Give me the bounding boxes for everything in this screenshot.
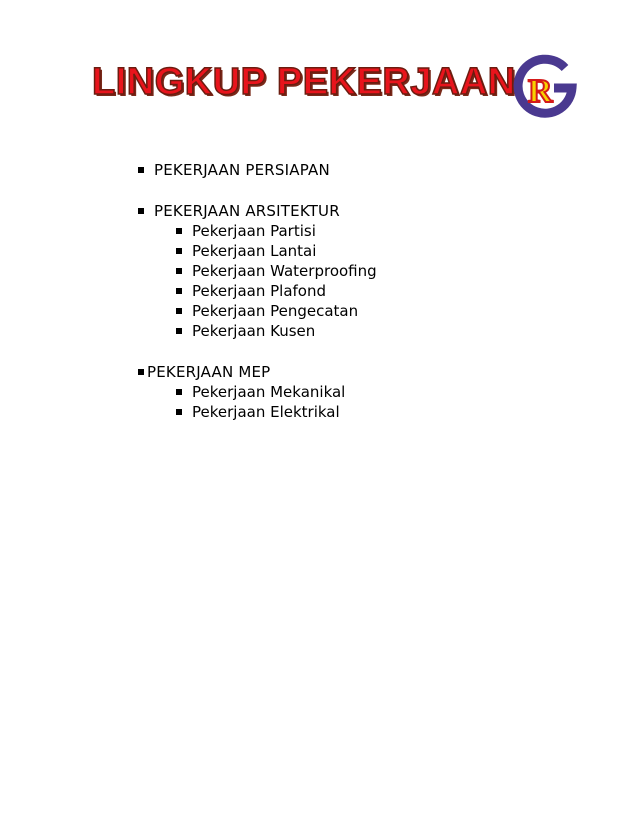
list-item [176,301,377,321]
list-item-label: Pekerjaan Plafond [192,282,327,300]
section-arsitektur [138,201,377,221]
square-bullet-icon [176,228,182,234]
page-title: LINGKUP PEKERJAAN [92,61,516,103]
section-persiapan [138,160,377,180]
list-item [176,261,377,281]
spacer [138,341,377,362]
square-bullet-icon [176,288,182,294]
spacer [138,180,377,201]
list-item-label: Pekerjaan Kusen [192,322,316,340]
list-item [176,241,377,261]
list-item [176,402,377,422]
square-bullet-icon [176,409,182,415]
list-item [176,281,377,301]
list-item [176,321,377,341]
square-bullet-icon [176,328,182,334]
subitems-mep [138,382,377,422]
section-heading: PEKERJAAN PERSIAPAN [154,161,330,179]
list-item-label: Pekerjaan Pengecatan [192,302,359,320]
logo-r-letter: R [528,73,553,110]
scope-list [138,160,377,422]
gr-logo-icon [510,52,580,118]
square-bullet-icon [138,369,144,375]
square-bullet-icon [176,389,182,395]
section-heading: PEKERJAAN ARSITEKTUR [154,202,340,220]
section-mep [138,362,377,382]
square-bullet-icon [176,308,182,314]
list-item [176,221,377,241]
square-bullet-icon [138,208,144,214]
list-item [176,382,377,402]
subitems-arsitektur [138,221,377,341]
list-item-label: Pekerjaan Lantai [192,242,317,260]
square-bullet-icon [138,167,144,173]
section-heading: PEKERJAAN MEP [147,363,271,381]
list-item-label: Pekerjaan Waterproofing [192,262,377,280]
square-bullet-icon [176,268,182,274]
list-item-label: Pekerjaan Mekanikal [192,383,346,401]
square-bullet-icon [176,248,182,254]
list-item-label: Pekerjaan Partisi [192,222,316,240]
list-item-label: Pekerjaan Elektrikal [192,403,340,421]
